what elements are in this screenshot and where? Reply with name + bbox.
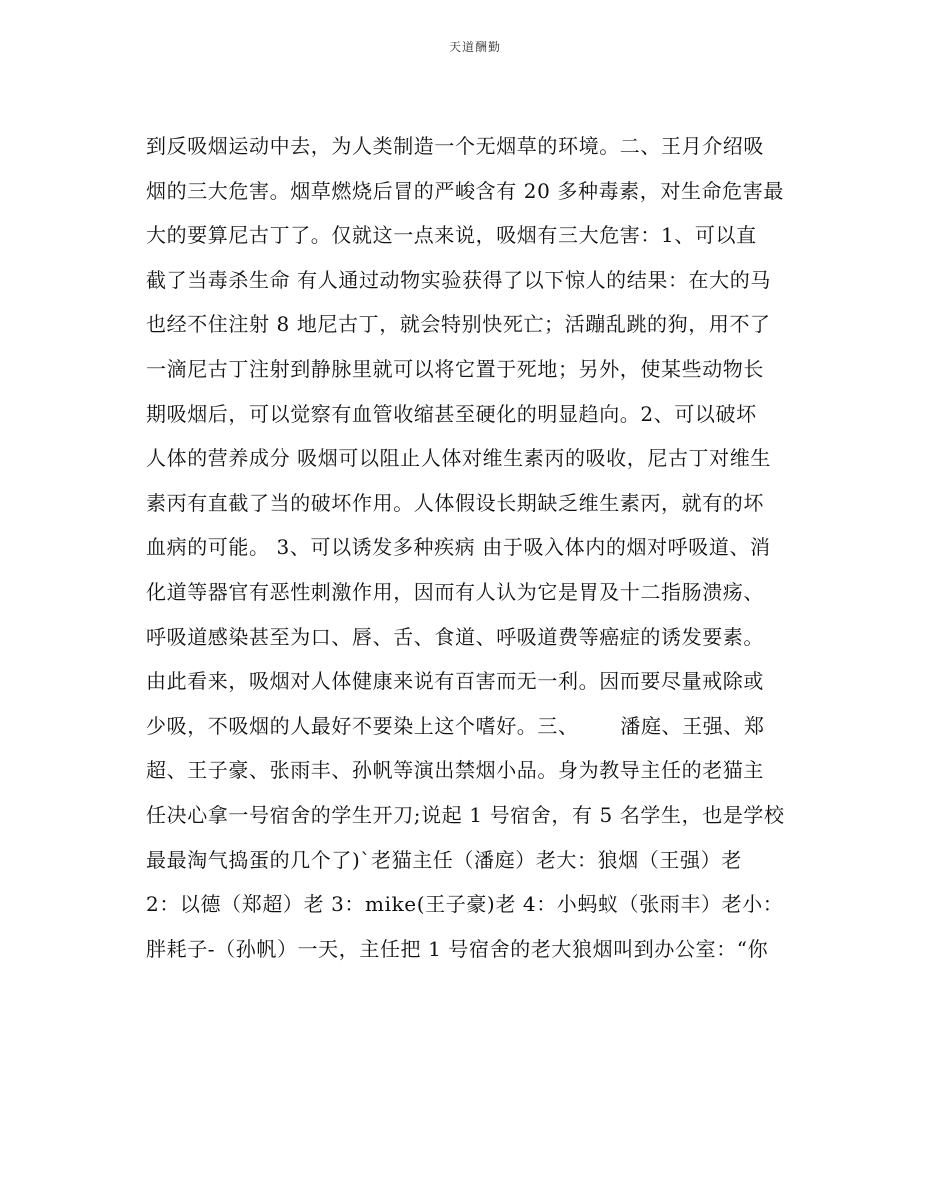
text-line: 也经不住注射 8 地尼古丁，就会特别快死亡；活蹦乱跳的狗，用不了 xyxy=(146,312,771,337)
text-line: 血病的可能。 3、可以诱发多种疾病 由于吸入体内的烟对呼吸道、消 xyxy=(146,535,771,560)
text-line: 少吸，不吸烟的人最好不要染上这个嗜好。三、 潘庭、王强、郑 xyxy=(146,713,765,738)
document-body xyxy=(146,124,818,971)
text-line: 素丙有直截了当的破坏作用。人体假设长期缺乏维生素丙，就有的坏 xyxy=(146,490,764,515)
text-line: 超、王子豪、张雨丰、孙帆等演出禁烟小品。身为教导主任的老猫主 xyxy=(146,758,764,783)
page-header: 天道酬勤 xyxy=(448,40,501,54)
text-line: 任决心拿一号宿舍的学生开刀;说起 1 号宿舍，有 5 名学生，也是学校 xyxy=(146,802,785,827)
text-line: 一滴尼古丁注射到静脉里就可以将它置于死地；另外，使某些动物长 xyxy=(146,356,764,381)
text-line: 期吸烟后，可以觉察有血管收缩甚至硬化的明显趋向。2、可以破坏 xyxy=(146,401,757,426)
text-line: 截了当毒杀生命 有人通过动物实验获得了以下惊人的结果：在大的马 xyxy=(146,267,771,292)
text-line: 大的要算尼古丁了。仅就这一点来说，吸烟有三大危害：1、可以直 xyxy=(146,223,757,248)
text-line: 2：以德（郑超）老 3：mike(王子豪)老 4：小蚂蚁（张雨丰）老小： xyxy=(146,892,784,917)
text-line: 胖耗子-（孙帆）一天，主任把 1 号宿舍的老大狼烟叫到办公室：“你 xyxy=(146,936,769,961)
text-line: 烟的三大危害。烟草燃烧后冒的严峻含有 20 多种毒素，对生命危害最 xyxy=(146,178,784,203)
text-line: 化道等器官有恶性刺激作用，因而有人认为它是胃及十二指肠溃疡、 xyxy=(146,579,764,604)
text-line: 最最淘气捣蛋的几个了)`老猫主任（潘庭）老大：狼烟（王强）老 xyxy=(146,847,742,872)
text-line: 人体的营养成分 吸烟可以阻止人体对维生素丙的吸收，尼古丁对维生 xyxy=(146,446,771,471)
text-line: 由此看来，吸烟对人体健康来说有百害而无一利。因而要尽量戒除或 xyxy=(146,669,764,694)
text-line: 呼吸道感染甚至为口、唇、舌、食道、呼吸道费等癌症的诱发要素。 xyxy=(146,624,764,649)
text-line: 到反吸烟运动中去，为人类制造一个无烟草的环境。二、王月介绍吸 xyxy=(146,134,764,158)
